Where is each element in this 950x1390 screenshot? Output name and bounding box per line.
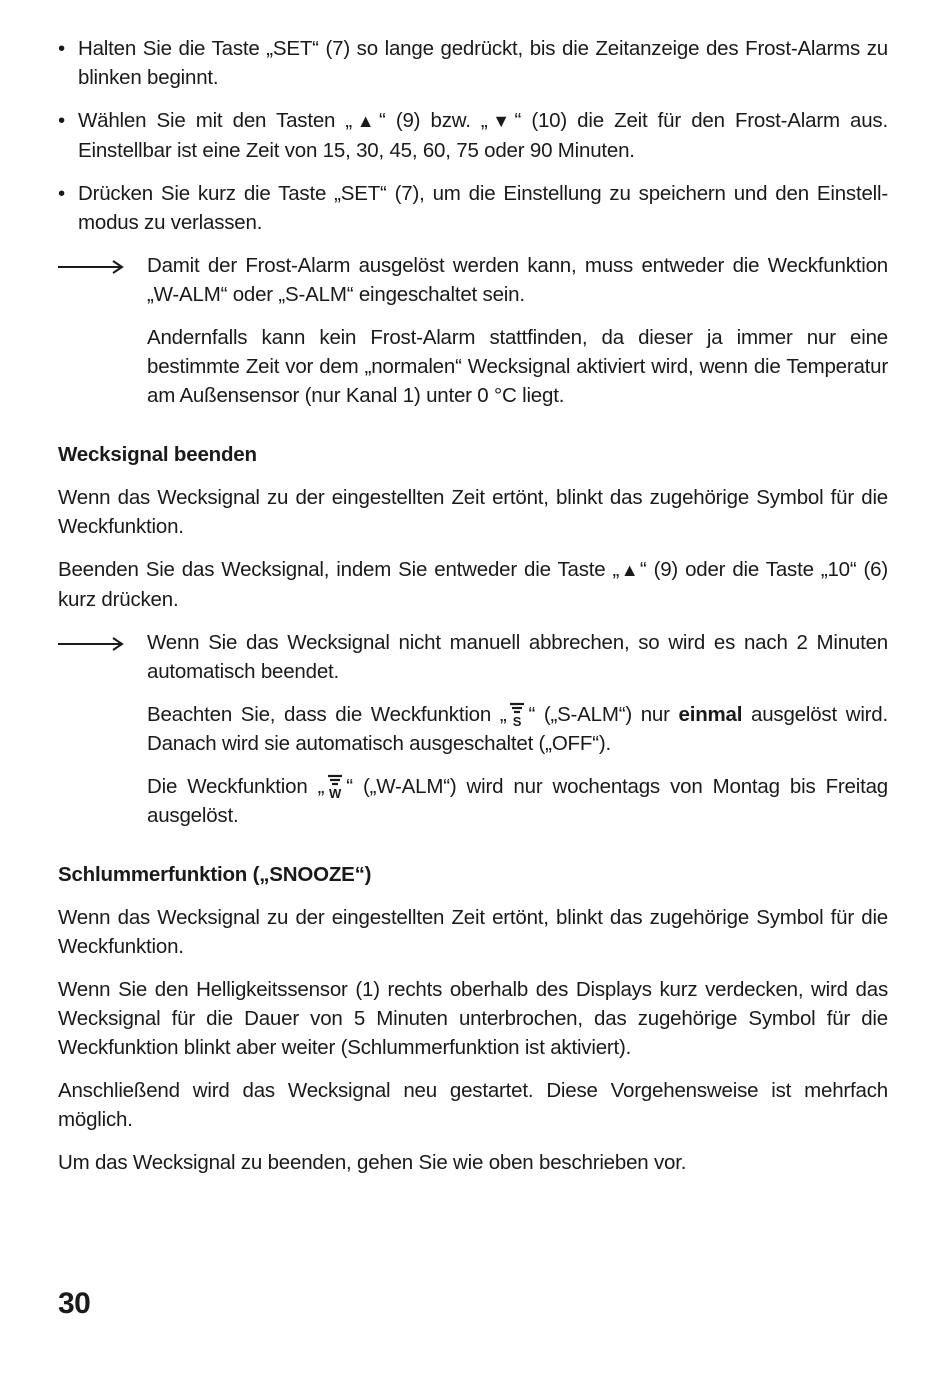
bullet-dot: • [58,109,65,132]
note-block [58,251,888,410]
note-text [147,772,888,830]
note-text [147,700,888,758]
single-alarm-icon [506,701,528,727]
page-number: 30 [58,1287,91,1320]
paragraph: Wenn Sie den Helligkeitssensor (1) rechts oberhalb des Displays kurz verdecken, wird das Wecksignal für die Dauer von 5 Minuten unterbrochen, das zugehörige Symbol für die Weckfunktion blinkt aber weiter (Schlummerfunktion ist aktiviert). [58,978,888,1059]
note-text: Damit der Frost-Alarm ausgelöst werden kann, muss entweder die Weckfunktion „W-ALM“ oder „S-ALM“ eingeschaltet sein. [147,254,888,306]
bullet-item [58,106,888,165]
up-arrow-icon: ▲ [352,111,380,131]
note-block [58,628,888,830]
section-heading: Schlummerfunktion („SNOOZE“) [58,863,372,886]
bullet-dot: • [58,37,65,60]
note-text-part: Beachten Sie, dass die Weckfunktion „ [147,703,507,726]
down-arrow-icon: ▼ [487,111,515,131]
page-content [58,34,888,1191]
bullet-text: Wählen Sie mit den Tasten „ [78,109,353,132]
note-text-part: Die Weckfunktion „ [147,775,325,798]
bullet-text: Halten Sie die Taste „SET“ (7) so lange gedrückt, bis die Zeitanzeige des Frost-Alarms zu blinken beginnt. [78,37,888,89]
note-text: Andernfalls kann kein Frost-Alarm stattfinden, da dieser ja immer nur eine bestimmte Zeit vor dem „normalen“ Wecksignal aktiviert wird, wenn die Temperatur am Außensensor (nur Kanal 1) unter 0 °C liegt. [147,326,888,407]
paragraph-text: “ (9) oder die Taste „10“ (6) kurz drücken. [58,558,888,611]
note-text-part: “ („W-ALM“) wird nur wochentags von Montag bis Freitag ausgelöst. [147,775,888,827]
note-text-part: “ („S-ALM“) nur [528,703,679,726]
bullet-text: Drücken Sie kurz die Taste „SET“ (7), um die Einstellung zu speichern und den Einstell-modus zu verlassen. [78,182,888,234]
arrow-right-icon [58,260,124,274]
note-text-part: ausgelöst wird. Danach wird sie automatisch ausgeschaltet („OFF“). [147,703,888,755]
alarm-icon-letter: W [329,786,342,799]
bullet-text: “ (9) bzw. „ [379,109,488,132]
bullet-dot: • [58,182,65,205]
paragraph-text: Beenden Sie das Wecksignal, indem Sie entweder die Taste „ [58,558,620,581]
paragraph: Wenn das Wecksignal zu der eingestellten Zeit ertönt, blinkt das zugehörige Symbol für die Weckfunktion. [58,906,888,958]
paragraph [58,555,888,614]
section-heading: Wecksignal beenden [58,443,257,466]
alarm-icon-letter: S [513,714,522,727]
bullet-text: “ (10) die Zeit für den Frost-Alarm aus. Einstellbar ist eine Zeit von 15, 30, 45, 60, 75 oder 90 Minuten. [78,109,888,162]
up-arrow-icon: ▲ [619,560,640,580]
bullet-item [58,34,888,92]
paragraph: Wenn das Wecksignal zu der eingestellten Zeit ertönt, blinkt das zugehörige Symbol für die Weckfunktion. [58,486,888,538]
note-text-bold: einmal [678,703,743,726]
arrow-right-icon [58,637,124,651]
paragraph: Um das Wecksignal zu beenden, gehen Sie wie oben beschrieben vor. [58,1151,687,1174]
paragraph: Anschließend wird das Wecksignal neu gestartet. Diese Vorgehensweise ist mehrfach möglich. [58,1079,888,1131]
bullet-item [58,179,888,237]
note-text: Wenn Sie das Wecksignal nicht manuell abbrechen, so wird es nach 2 Minuten automatisch beendet. [147,631,888,683]
weekday-alarm-icon [324,773,346,799]
